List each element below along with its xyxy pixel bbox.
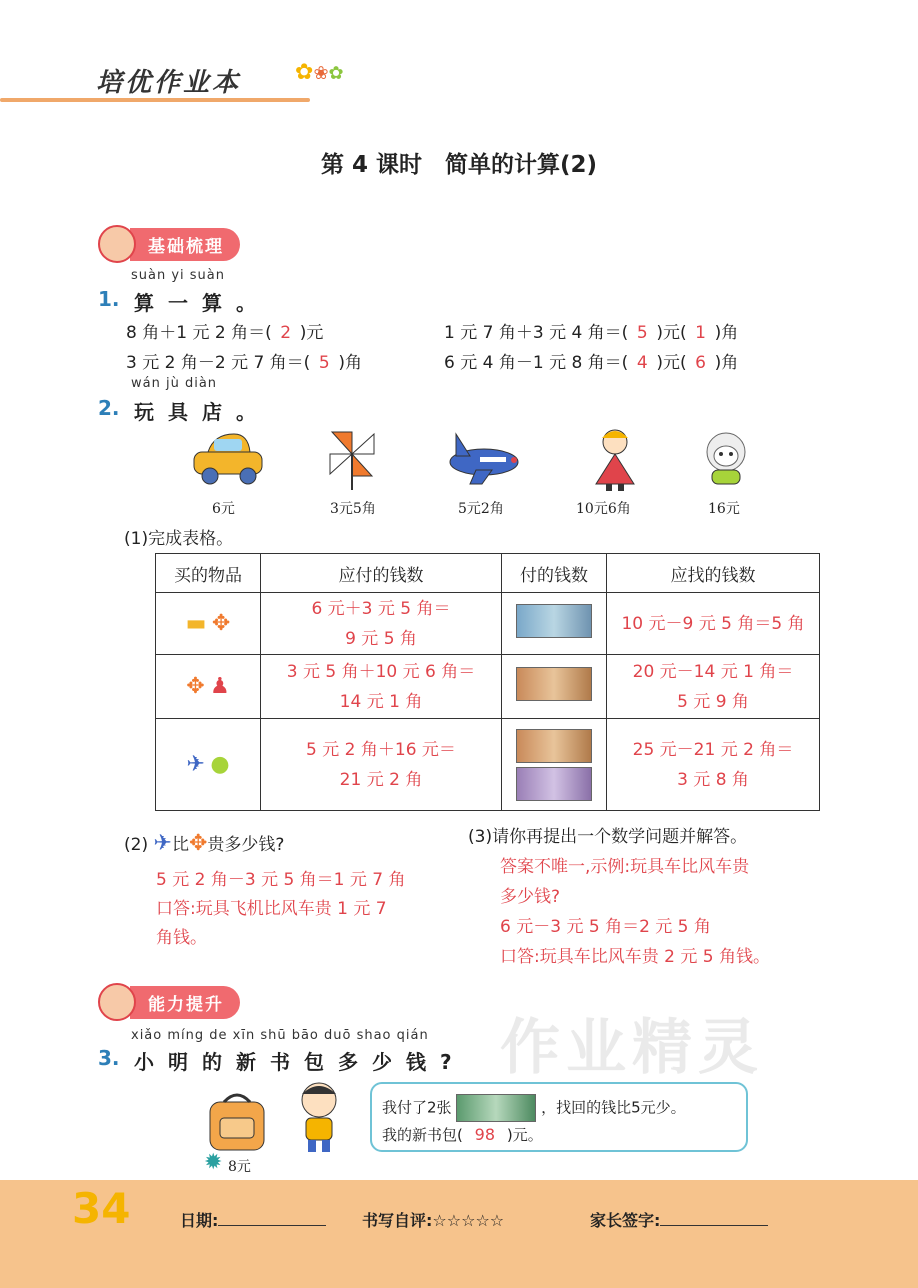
pinwheel-icon (326, 428, 378, 490)
q2-sub2-answer-line: 角钱。 (156, 928, 207, 948)
table-row-1-change (607, 593, 820, 655)
toy-table (155, 553, 820, 811)
q1-pinyin: suàn yi suàn (131, 268, 226, 283)
self-eval-label: 书写自评: (362, 1211, 433, 1230)
q2-sub3-answer-line: 口答:玩具车比风车贵 2 元 5 角钱。 (500, 947, 770, 967)
table-row-1-due-l1: 6 元＋3 元 5 角＝ (311, 598, 451, 619)
q1-line-3-answer: 5 (318, 353, 330, 373)
table-row-1-paid (502, 593, 607, 655)
q1-line-1-text: 8 角＋1 元 2 角＝( (126, 323, 272, 343)
pinwheel-icon: ✥ (188, 831, 208, 856)
q1-line-1-suffix: )元 (299, 323, 324, 343)
sheep-icon (698, 430, 754, 490)
car-icon (186, 430, 268, 486)
q2-sub2-compare: 比 (171, 835, 189, 855)
boy-icon (288, 1078, 350, 1154)
toy-price-car: 6元 (212, 501, 235, 517)
table-row-1-due (261, 593, 502, 655)
q2-number: 2. (98, 396, 120, 420)
toy-price-airplane: 5元2角 (458, 501, 504, 517)
pig-mascot-icon (98, 225, 136, 263)
table-row-3-due (261, 719, 502, 811)
backpack-icon (204, 1088, 270, 1154)
airplane-icon: ✈ (153, 831, 172, 856)
section-basic (98, 227, 240, 261)
table-row-2-due-l1: 3 元 5 角＋10 元 6 角＝ (286, 661, 476, 682)
section-advanced (98, 985, 240, 1019)
q1-line-2-mid: )元( (656, 323, 687, 343)
speech-bubble-line-1 (382, 1094, 686, 1122)
q2-sub2-answer-line: 口答:玩具飞机比风车贵 1 元 7 (156, 899, 387, 919)
date-field (180, 1208, 326, 1231)
table-row-3-change (607, 719, 820, 811)
section-advanced-label: 能力提升 (130, 986, 240, 1019)
bubble-text-4: )元。 (506, 1126, 543, 1144)
doll-icon: ♟ (210, 674, 230, 699)
q1-line-2-answer-2: 1 (695, 323, 706, 343)
pig-mascot-icon (98, 983, 136, 1021)
q2-sub2-question: 贵多少钱? (207, 835, 285, 855)
q2-sub3-answer-line: 6 元－3 元 5 角＝2 元 5 角 (500, 917, 711, 937)
pinwheel-icon: ✥ (186, 674, 205, 699)
table-row-2-due (261, 655, 502, 719)
q1-line-4 (444, 348, 738, 373)
banknote-20-icon (516, 729, 592, 763)
table-row-3-due-l1: 5 元 2 角＋16 元＝ (306, 739, 456, 760)
parent-sign-line (660, 1211, 768, 1226)
q1-line-4-suffix: )角 (714, 353, 739, 373)
banknote-20-icon (516, 667, 592, 701)
doll-icon (590, 424, 640, 492)
star-badge-icon: ✹ (204, 1150, 223, 1175)
table-row-2-change-l1: 20 元－14 元 1 角＝ (632, 661, 794, 682)
speech-bubble (370, 1082, 748, 1152)
speech-bubble-line-2 (382, 1124, 543, 1145)
q3-pinyin: xiǎo míng de xīn shū bāo duō shao qián (131, 1028, 429, 1043)
q1-line-2 (444, 318, 738, 343)
bubble-answer: 98 (474, 1125, 496, 1144)
table-row (156, 593, 820, 655)
footer-band (0, 1180, 918, 1288)
airplane-icon: ✈ (186, 752, 205, 777)
q2-sub1: (1)完成表格。 (124, 529, 234, 549)
table-row-1-items (156, 593, 261, 655)
q1-line-2-answer-1: 5 (636, 323, 648, 343)
table-row-3-due-l2: 21 元 2 角 (339, 769, 423, 790)
parent-sign-label: 家长签字: (590, 1211, 661, 1230)
q1-line-4-answer-2: 6 (695, 353, 706, 373)
table-row-1-change-l1: 10 元－9 元 5 角＝5 角 (621, 613, 805, 634)
table-row-3-items (156, 719, 261, 811)
toy-price-pinwheel: 3元5角 (330, 501, 376, 517)
q2-sub2 (124, 830, 284, 856)
table-header-change: 应找的钱数 (607, 554, 820, 593)
table-row-3-change-l2: 3 元 8 角 (677, 769, 749, 790)
q1-line-4-mid: )元( (656, 353, 687, 373)
q3-title: 小明的新书包多少钱? (134, 1050, 466, 1074)
table-row-2-items (156, 655, 261, 719)
q1-line-4-text: 6 元 4 角－1 元 8 角＝( (444, 353, 629, 373)
flower-icon: ✿❀✿ (295, 60, 344, 85)
table-header-row (156, 554, 820, 593)
watermark: 作业精灵 (500, 1013, 764, 1083)
table-row-3-paid (502, 719, 607, 811)
q2-sub3: (3)请你再提出一个数学问题并解答。 (468, 827, 748, 847)
q1-number: 1. (98, 287, 120, 311)
table-row (156, 655, 820, 719)
parent-sign-field (590, 1208, 768, 1231)
table-row-1-due-l2: 9 元 5 角 (345, 628, 417, 649)
banknote-10-icon (516, 604, 592, 638)
q2-title: 玩具店。 (134, 400, 270, 424)
q1-line-1-answer: 2 (280, 323, 292, 343)
page-number: 34 (72, 1184, 131, 1233)
self-eval-field (362, 1208, 504, 1231)
bubble-text-1: 我付了2张 (382, 1098, 452, 1117)
table-row (156, 719, 820, 811)
q2-sub3-answer (500, 852, 770, 972)
q1-title: 算一算。 (134, 291, 270, 315)
toy-price-sheep: 16元 (708, 501, 740, 517)
date-label: 日期: (180, 1211, 219, 1230)
q1-line-3 (126, 348, 362, 373)
table-header-items: 买的物品 (156, 554, 261, 593)
q2-pinyin: wán jù diàn (131, 376, 218, 391)
q3-number: 3. (98, 1046, 120, 1070)
sheep-icon: ● (210, 752, 230, 777)
q2-sub2-answer-line: 5 元 2 角－3 元 5 角＝1 元 7 角 (156, 870, 406, 890)
q1-line-3-text: 3 元 2 角－2 元 7 角＝( (126, 353, 311, 373)
table-row-2-paid (502, 655, 607, 719)
star-rating-icon: ☆☆☆☆☆ (432, 1211, 505, 1230)
page-title: 第 4 课时 简单的计算(2) (320, 152, 598, 178)
table-row-2-due-l2: 14 元 1 角 (339, 691, 423, 712)
q2-sub3-answer-line: 多少钱? (500, 887, 561, 907)
car-icon: ▬ (185, 611, 207, 636)
toy-price-doll: 10元6角 (576, 501, 631, 517)
q1-line-2-text: 1 元 7 角＋3 元 4 角＝( (444, 323, 629, 343)
table-header-due: 应付的钱数 (261, 554, 502, 593)
bubble-text-3: 我的新书包( (382, 1126, 463, 1144)
table-row-2-change (607, 655, 820, 719)
q2-sub3-answer-line: 答案不唯一,示例:玩具车比风车贵 (500, 857, 750, 877)
header-underline (0, 98, 310, 102)
section-basic-label: 基础梳理 (130, 228, 240, 261)
table-row-3-change-l1: 25 元－21 元 2 角＝ (632, 739, 794, 760)
airplane-icon (446, 430, 522, 486)
pinwheel-icon: ✥ (211, 611, 231, 636)
q1-line-1 (126, 318, 323, 343)
q2-sub2-answer (156, 866, 406, 953)
q1-line-2-suffix: )角 (714, 323, 739, 343)
bubble-text-2: ，找回的钱比5元少。 (541, 1098, 686, 1117)
banknote-5-icon (516, 767, 592, 801)
q1-line-4-answer-1: 4 (636, 353, 648, 373)
table-row-2-change-l2: 5 元 9 角 (677, 691, 749, 712)
backpack-price: 8元 (228, 1159, 251, 1175)
date-line (218, 1211, 326, 1226)
q2-sub2-prefix: (2) (124, 835, 149, 855)
table-header-paid: 付的钱数 (502, 554, 607, 593)
q1-line-3-suffix: )角 (338, 353, 362, 373)
header-brand: 培优作业本 (96, 68, 242, 98)
banknote-50-icon (456, 1094, 536, 1122)
